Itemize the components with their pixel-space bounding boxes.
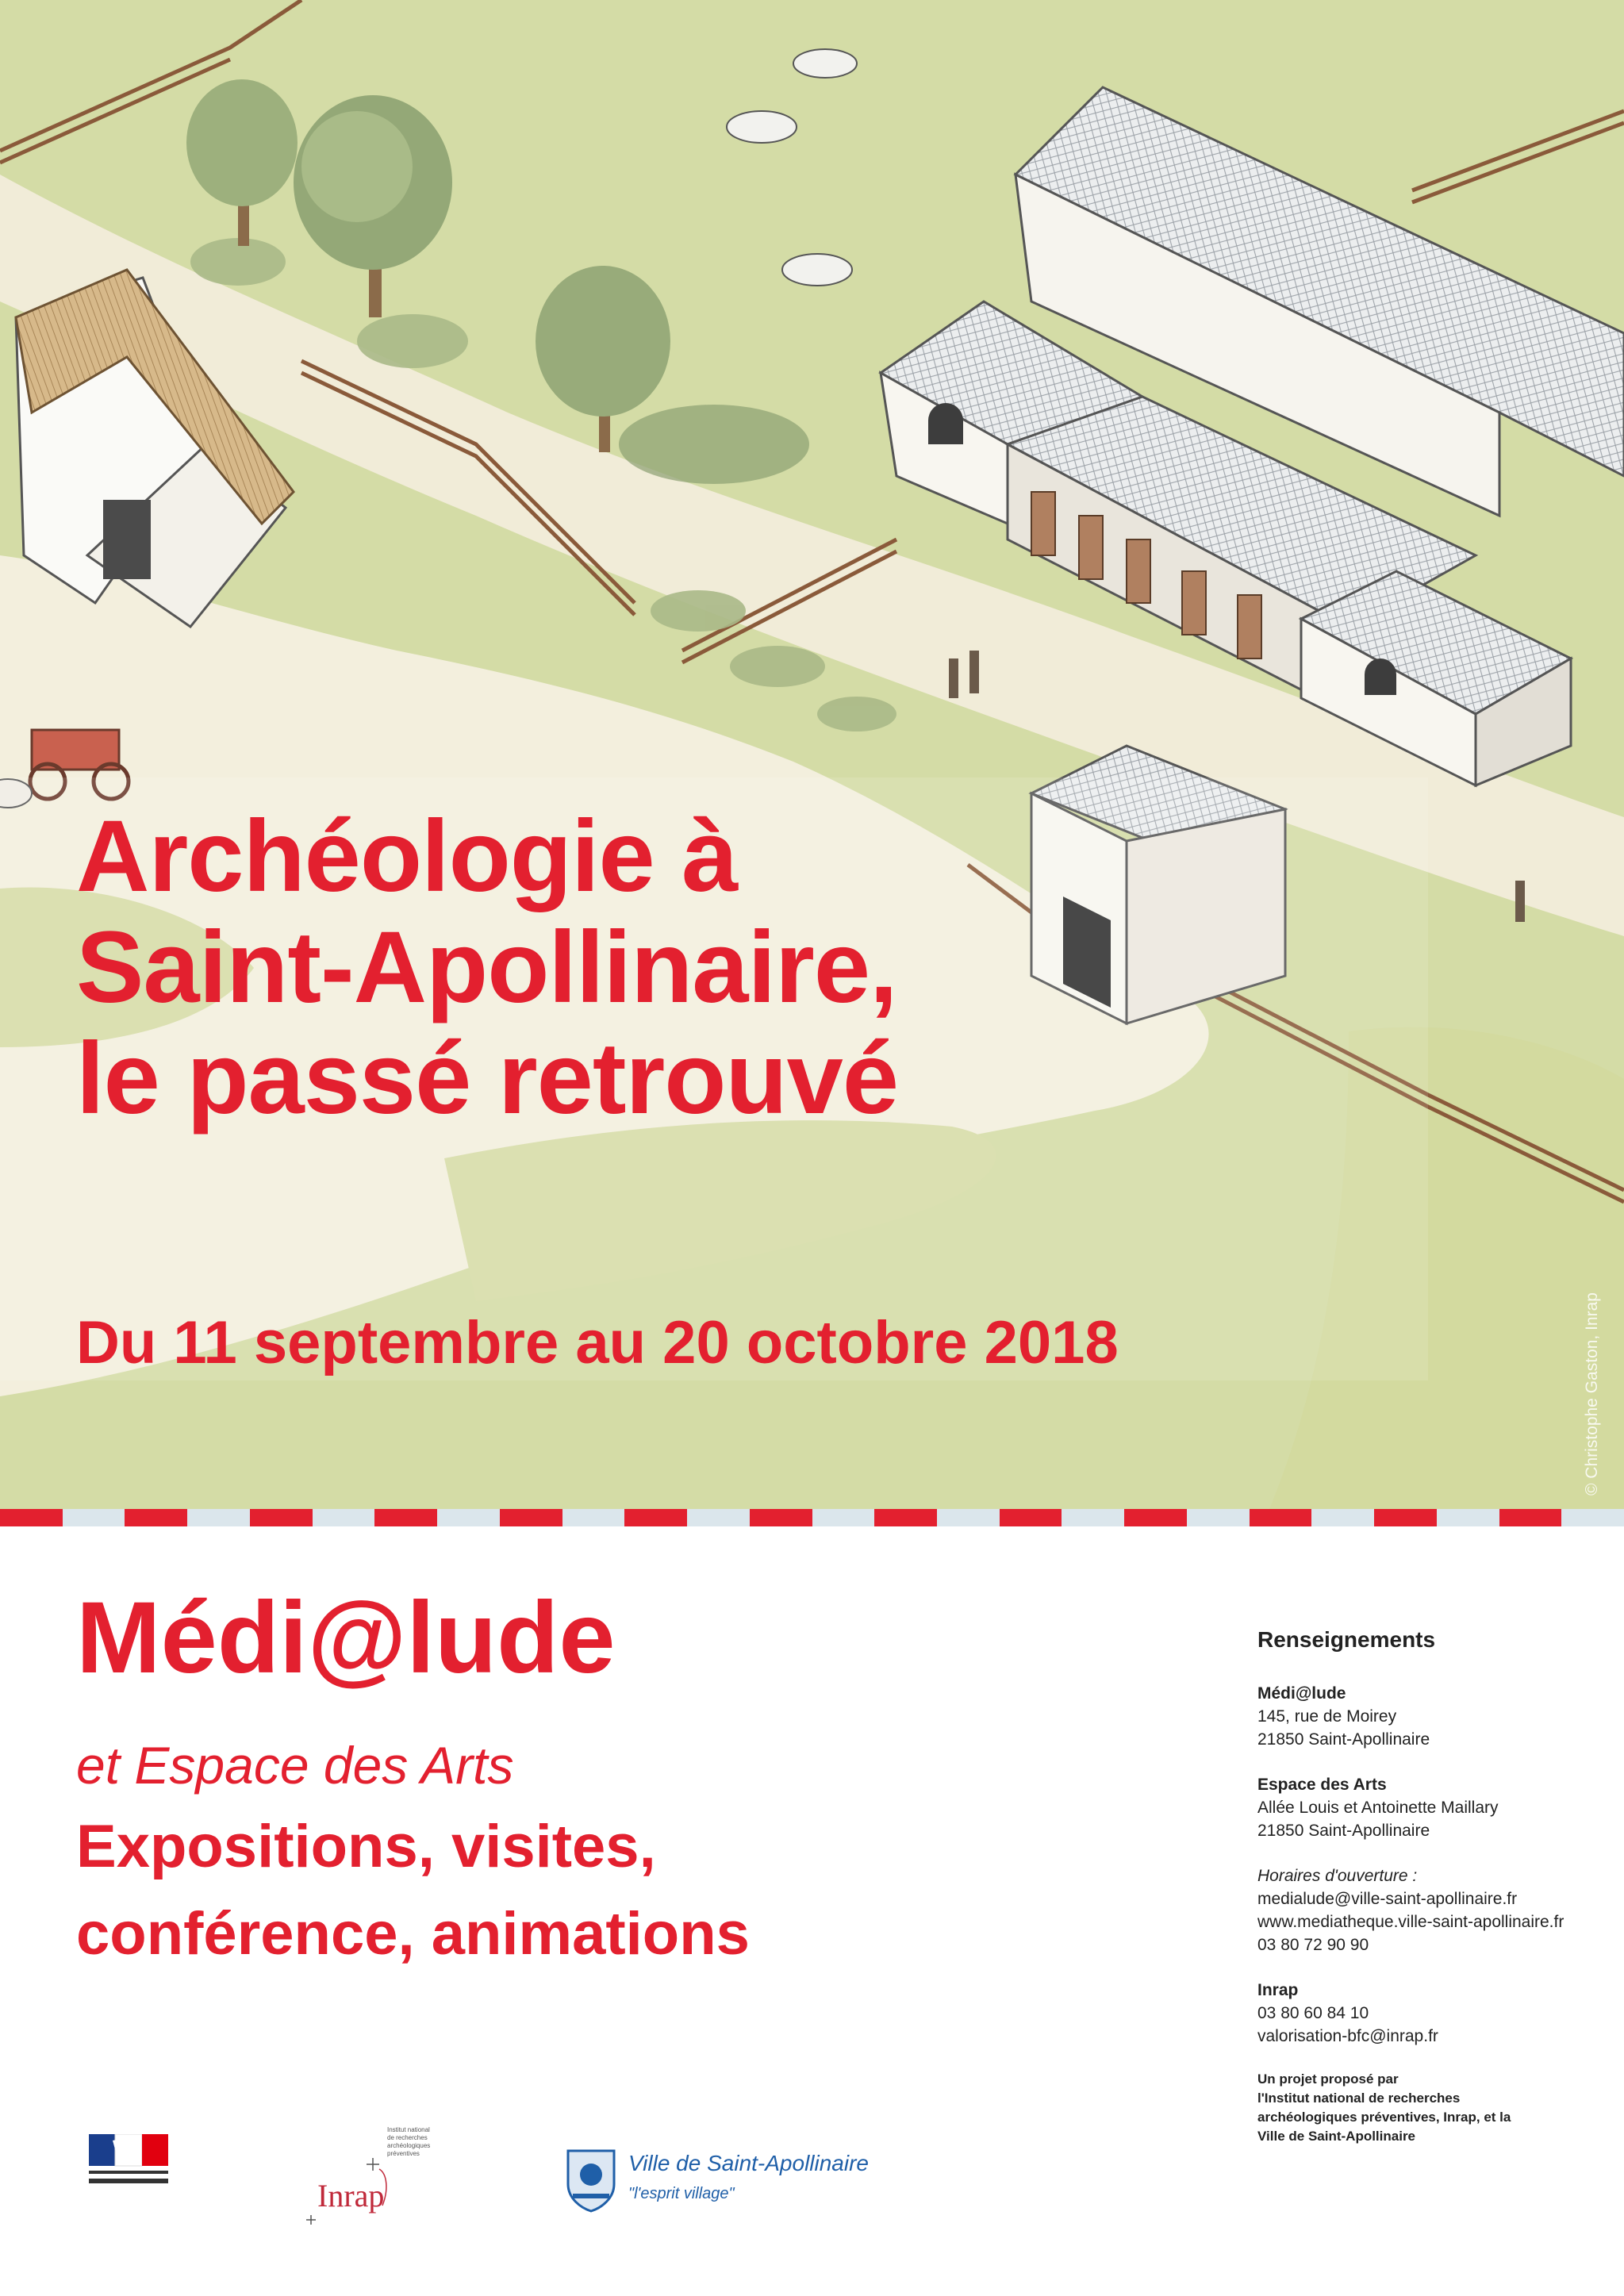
hours-label: Horaires d'ouverture : [1257,1867,1418,1885]
exhibition-dates: Du 11 septembre au 20 octobre 2018 [76,1309,1119,1376]
ville-motto: "l'esprit village" [628,2185,735,2202]
illustration-credit: © Christophe Gaston, Inrap [1583,1292,1601,1495]
ville-name: Ville de Saint-Apollinaire [628,2151,869,2175]
inrap-wordmark: Inrap [317,2178,385,2213]
tagline-line-1: Expositions, visites, [76,1813,656,1880]
inrap-logo-small-text: Institut national de recherches archéologiques préventives [387,2126,431,2157]
inrap-logo [294,2126,452,2229]
stripe-divider [0,1509,1624,1526]
espace-address-2: 21850 Saint-Apollinaire [1257,1822,1430,1840]
espace-name: Espace des Arts [1257,1776,1387,1794]
project-line-1: Un projet proposé par [1257,2071,1399,2087]
project-line-2: l'Institut national de recherches [1257,2091,1461,2106]
title-line-2: Saint-Apollinaire, [76,911,897,1024]
venue-subtitle: et Espace des Arts [76,1736,514,1795]
contact-email[interactable]: medialude@ville-saint-apollinaire.fr [1257,1890,1518,1908]
inrap-phone: 03 80 60 84 10 [1257,2004,1369,2022]
republique-francaise-logo [89,2134,168,2229]
medialude-address-2: 21850 Saint-Apollinaire [1257,1730,1430,1749]
info-heading: Renseignements [1257,1627,1436,1652]
title-line-1: Archéologie à [76,800,738,913]
espace-address-1: Allée Louis et Antoinette Maillary [1257,1799,1499,1817]
marianne-flag-icon [89,2134,168,2191]
project-line-4: Ville de Saint-Apollinaire [1257,2129,1416,2144]
ville-saint-apollinaire-logo [565,2146,898,2217]
title-line-3: le passé retrouvé [76,1022,898,1135]
info-column [1257,1626,1607,2146]
medialude-address-1: 145, rue de Moirey [1257,1707,1397,1726]
town-crest-icon [565,2146,617,2213]
medialude-name: Médi@lude [1257,1684,1346,1703]
inrap-name: Inrap [1257,1981,1299,1999]
venue-name: Médi@lude [76,1581,616,1695]
contact-website[interactable]: www.mediatheque.ville-saint-apollinaire.fr [1257,1913,1564,1931]
project-line-3: archéologiques préventives, Inrap, et la [1257,2110,1511,2125]
contact-phone: 03 80 72 90 90 [1257,1936,1369,1954]
inrap-email[interactable]: valorisation-bfc@inrap.fr [1257,2027,1438,2045]
tagline-line-2: conférence, animations [76,1900,750,1968]
